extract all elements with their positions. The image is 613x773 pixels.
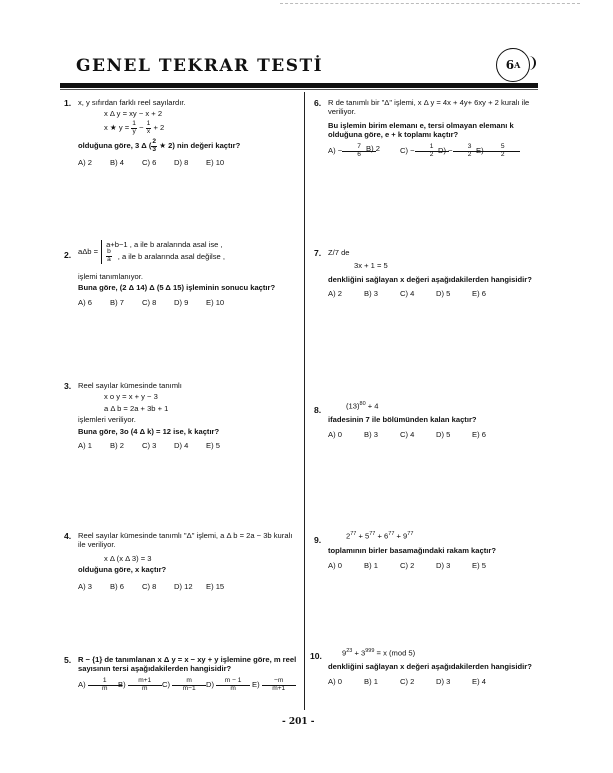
option-a[interactable]: A) 2 (78, 158, 92, 168)
fraction: $\frac{5}{2}$ (486, 144, 518, 158)
option-e[interactable]: E) 10 (206, 158, 225, 168)
option-d[interactable]: D) 5 (436, 429, 451, 439)
option-b[interactable]: B) 7 (110, 297, 124, 307)
fraction: $\frac{m - 1}{m}$ (216, 678, 248, 692)
option-e[interactable]: E) 5 (206, 441, 220, 451)
option-a[interactable]: A) 3 (78, 581, 92, 591)
option-a[interactable]: A) 0 (328, 429, 342, 439)
formula-line: $2^{77} + 5^{77} + 6^{77} + 9^{77}$ (346, 531, 414, 541)
answer-options (328, 561, 546, 570)
option-a[interactable]: A) $\frac{1}{m}$ (78, 678, 118, 692)
fraction: $\frac{m+1}{m}$ (128, 678, 160, 692)
option-d[interactable]: D) 4 (174, 441, 189, 451)
top-dashed-line (280, 3, 580, 4)
option-e[interactable]: E) 15 (206, 581, 225, 591)
question-text: Reel sayılar kümesinde tanımlı "Δ" işlemi, a Δ b = 2a − 3b kuralı ile veriliyor. (78, 531, 293, 550)
option-e[interactable]: E) 4 (472, 676, 486, 686)
fraction: $\frac{3}{2}$ (453, 144, 485, 158)
option-d[interactable]: D) 3 (436, 560, 451, 570)
fraction: $\frac{b}{a}$ (107, 248, 111, 264)
option-b[interactable]: B) 2 (110, 441, 124, 451)
fraction: $\frac{1}{y}$ (132, 119, 136, 135)
fraction: $\frac{m}{m-1}$ (172, 678, 204, 692)
question-number: 3. (64, 381, 72, 391)
option-e[interactable]: E) $\frac{5}{2}$ (476, 144, 506, 158)
formula-line: $9^{23} + 3^{999} = x$ (mod 5) (342, 648, 416, 658)
badge-decoration (526, 56, 536, 70)
formula-line: x ★ y = $\frac{1}{y}$ − $\frac{1}{x}$ + 2 (104, 119, 165, 135)
fraction: $\frac{1}{x}$ (146, 119, 151, 135)
question-text: R de tanımlı bir "Δ" işlemi, x Δ y = 4x + 4y+ 6xy + 2 kuralı ile veriliyor. (328, 98, 530, 117)
option-b[interactable]: B) 1 (364, 560, 378, 570)
option-a[interactable]: A) − $\frac{7}{6}$ (328, 144, 366, 158)
option-a[interactable]: A) 1 (78, 441, 92, 451)
option-e[interactable]: E) 5 (472, 560, 486, 570)
badge-letter: A (514, 60, 521, 70)
option-d[interactable]: D) − $\frac{3}{2}$ (438, 144, 476, 158)
page-title: GENEL TEKRAR TESTİ (76, 56, 324, 76)
question-5 (64, 655, 298, 692)
answer-options (328, 289, 546, 298)
question-number: 6. (314, 98, 322, 108)
question-prompt: denkliğini sağlayan x değeri aşağıdakilerden hangisidir? (328, 274, 532, 284)
answer-options (78, 441, 296, 450)
formula-line: 3x + 1 = 5 (354, 261, 388, 271)
question-9 (314, 531, 546, 570)
option-d[interactable]: D) 9 (174, 297, 189, 307)
answer-options (328, 677, 546, 686)
option-a[interactable]: A) 6 (78, 297, 92, 307)
question-number: 5. (64, 655, 72, 665)
question-number: 1. (64, 98, 72, 108)
option-e[interactable]: E) 10 (206, 297, 225, 307)
option-c[interactable]: C) 6 (142, 158, 157, 168)
formula-line: x Δ (x Δ 3) = 3 (104, 553, 152, 563)
question-prompt: Buna göre, 3o (4 Δ k) = 12 ise, k kaçtır? (78, 426, 220, 436)
option-a[interactable]: A) 2 (328, 289, 342, 299)
option-a[interactable]: A) 0 (328, 676, 342, 686)
answer-options (328, 430, 546, 439)
question-number: 9. (314, 535, 322, 545)
option-b[interactable]: B) $\frac{m+1}{m}$ (118, 678, 162, 692)
answer-options (78, 158, 296, 167)
option-b[interactable]: B) 1 (364, 676, 378, 686)
option-c[interactable]: C) 2 (400, 560, 415, 570)
question-prompt: olduğuna göre, x kaçtır? (78, 565, 167, 575)
option-d[interactable]: D) 3 (436, 676, 451, 686)
fraction: $\frac{1}{2}$ (415, 144, 447, 158)
question-2 (64, 240, 296, 307)
question-6 (314, 98, 546, 158)
question-text: işlemleri veriliyor. (78, 415, 136, 425)
fraction: $\frac{-m}{m+1}$ (262, 678, 294, 692)
question-4 (64, 531, 296, 591)
header-rule-thin (60, 89, 538, 90)
test-badge (496, 48, 530, 82)
formula-line: a Δ b = 2a + 3b + 1 (104, 403, 169, 413)
question-8 (314, 401, 546, 439)
option-b[interactable]: B) 6 (110, 581, 124, 591)
formula-line: $(13)^{80} + 4$ (346, 401, 379, 411)
fraction: $\frac{2}{3}$ (152, 138, 157, 153)
answer-options (78, 298, 296, 307)
question-number: 10. (310, 651, 322, 661)
answer-options (78, 678, 298, 692)
option-b[interactable]: B) 3 (364, 289, 378, 299)
option-d[interactable]: D) 5 (436, 289, 451, 299)
option-d[interactable]: D) 8 (174, 158, 189, 168)
question-number: 2. (64, 250, 72, 260)
option-c[interactable]: C) 4 (400, 429, 415, 439)
option-c[interactable]: C) 8 (142, 297, 157, 307)
answer-options (78, 582, 296, 591)
option-c[interactable]: C) 2 (400, 676, 415, 686)
question-1 (64, 98, 296, 168)
question-prompt: Buna göre, (2 Δ 14) Δ (5 Δ 15) işleminin sonucu kaçtır? (78, 283, 276, 293)
option-c[interactable]: C) $\frac{m}{m-1}$ (162, 678, 206, 692)
question-prompt: toplamının birler basamağındaki rakam kaçtır? (328, 546, 496, 556)
option-c[interactable]: C) − $\frac{1}{2}$ (400, 144, 438, 158)
question-text: Z/7 de (328, 248, 350, 257)
question-prompt: olduğuna göre, 3 Δ ( $\frac{2}{3}$ ★ 2) nin değeri kaçtır? (78, 138, 241, 153)
question-number: 7. (314, 248, 322, 258)
option-c[interactable]: C) 8 (142, 581, 157, 591)
option-c[interactable]: C) 4 (400, 289, 415, 299)
option-e[interactable]: E) $\frac{-m}{m+1}$ (252, 678, 292, 692)
column-divider (304, 92, 305, 710)
answer-options (328, 144, 546, 158)
formula-line: x Δ y = xy − x + 2 (104, 109, 163, 119)
option-b[interactable]: B) 2 (366, 143, 380, 153)
question-prompt: ifadesinin 7 ile bölümünden kalan kaçtır? (328, 415, 477, 425)
option-c[interactable]: C) 3 (142, 441, 157, 451)
question-prompt: R − {1} de tanımlanan x Δ y = x − xy + y işlemine göre, m reel sayısının tersi aşağıdakilerden hangisidir? (78, 655, 297, 674)
question-3 (64, 381, 296, 451)
option-d[interactable]: D) 12 (174, 581, 193, 591)
question-7 (314, 248, 546, 299)
question-text: işlemi tanımlanıyor. (78, 271, 143, 281)
page-number: - 201 - (282, 717, 315, 727)
piecewise-definition: aΔb = a+b−1 , a ile b aralarında asal ise , $\frac{b}{a}$ , a ile b aralarında asal değilse , (78, 240, 225, 264)
question-number: 8. (314, 405, 322, 415)
question-prompt: denkliğini sağlayan x değeri aşağıdakilerden hangisidir? (328, 662, 532, 672)
question-number: 4. (64, 531, 72, 541)
option-e[interactable]: E) 6 (472, 289, 486, 299)
question-text: x, y sıfırdan farklı reel sayılardır. (78, 98, 186, 107)
option-b[interactable]: B) 4 (110, 158, 124, 168)
fraction: $\frac{1}{m}$ (88, 678, 120, 692)
badge-number: 6 (505, 57, 515, 72)
option-e[interactable]: E) 6 (472, 429, 486, 439)
option-a[interactable]: A) 0 (328, 560, 342, 570)
option-d[interactable]: D) $\frac{m - 1}{m}$ (206, 678, 252, 692)
fraction: $\frac{7}{6}$ (342, 144, 374, 158)
question-text: Reel sayılar kümesinde tanımlı (78, 381, 182, 390)
question-prompt: Bu işlemin birim elemanı e, tersi olmayan elemanı k olduğuna göre, e + k toplamı kaçtır? (328, 120, 514, 140)
formula-line: x o y = x + y − 3 (104, 392, 158, 402)
header-rule (60, 83, 538, 88)
option-b[interactable]: B) 3 (364, 429, 378, 439)
question-10 (310, 648, 546, 686)
